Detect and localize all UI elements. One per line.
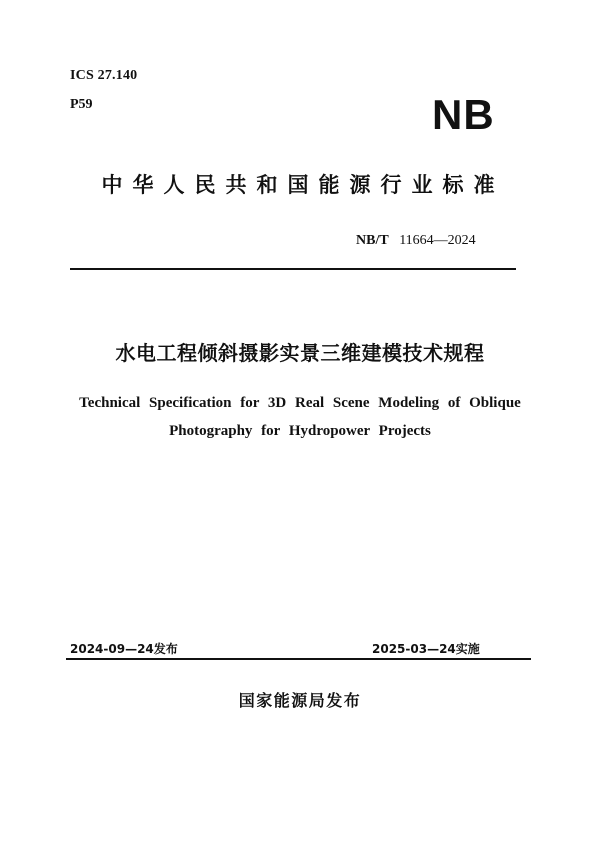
nb-logo: NB: [432, 91, 495, 138]
issue-date: 2024-09—24发布: [70, 642, 178, 656]
standard-code-prefix: NB/T: [356, 233, 389, 248]
standard-number: [356, 233, 476, 249]
effective-date: 2025-03—24实施: [372, 642, 480, 656]
bottom-divider: [66, 658, 531, 660]
standard-number-value: 11664—2024: [399, 233, 476, 248]
chinese-title: 水电工程倾斜摄影实景三维建模技术规程: [115, 341, 485, 365]
english-title-line-2: Photography for Hydropower Projects: [169, 423, 431, 439]
top-divider: [70, 268, 516, 270]
publisher: 国家能源局发布: [238, 691, 362, 710]
ics-code: ICS 27.140: [70, 68, 138, 83]
ccs-code: P59: [70, 97, 93, 112]
industry-standard-title: 中华人民共和国能源行业标准: [101, 173, 505, 197]
english-title: [60, 389, 540, 445]
english-title-line-1: Technical Specification for 3D Real Scene Modeling of Oblique: [79, 395, 521, 411]
